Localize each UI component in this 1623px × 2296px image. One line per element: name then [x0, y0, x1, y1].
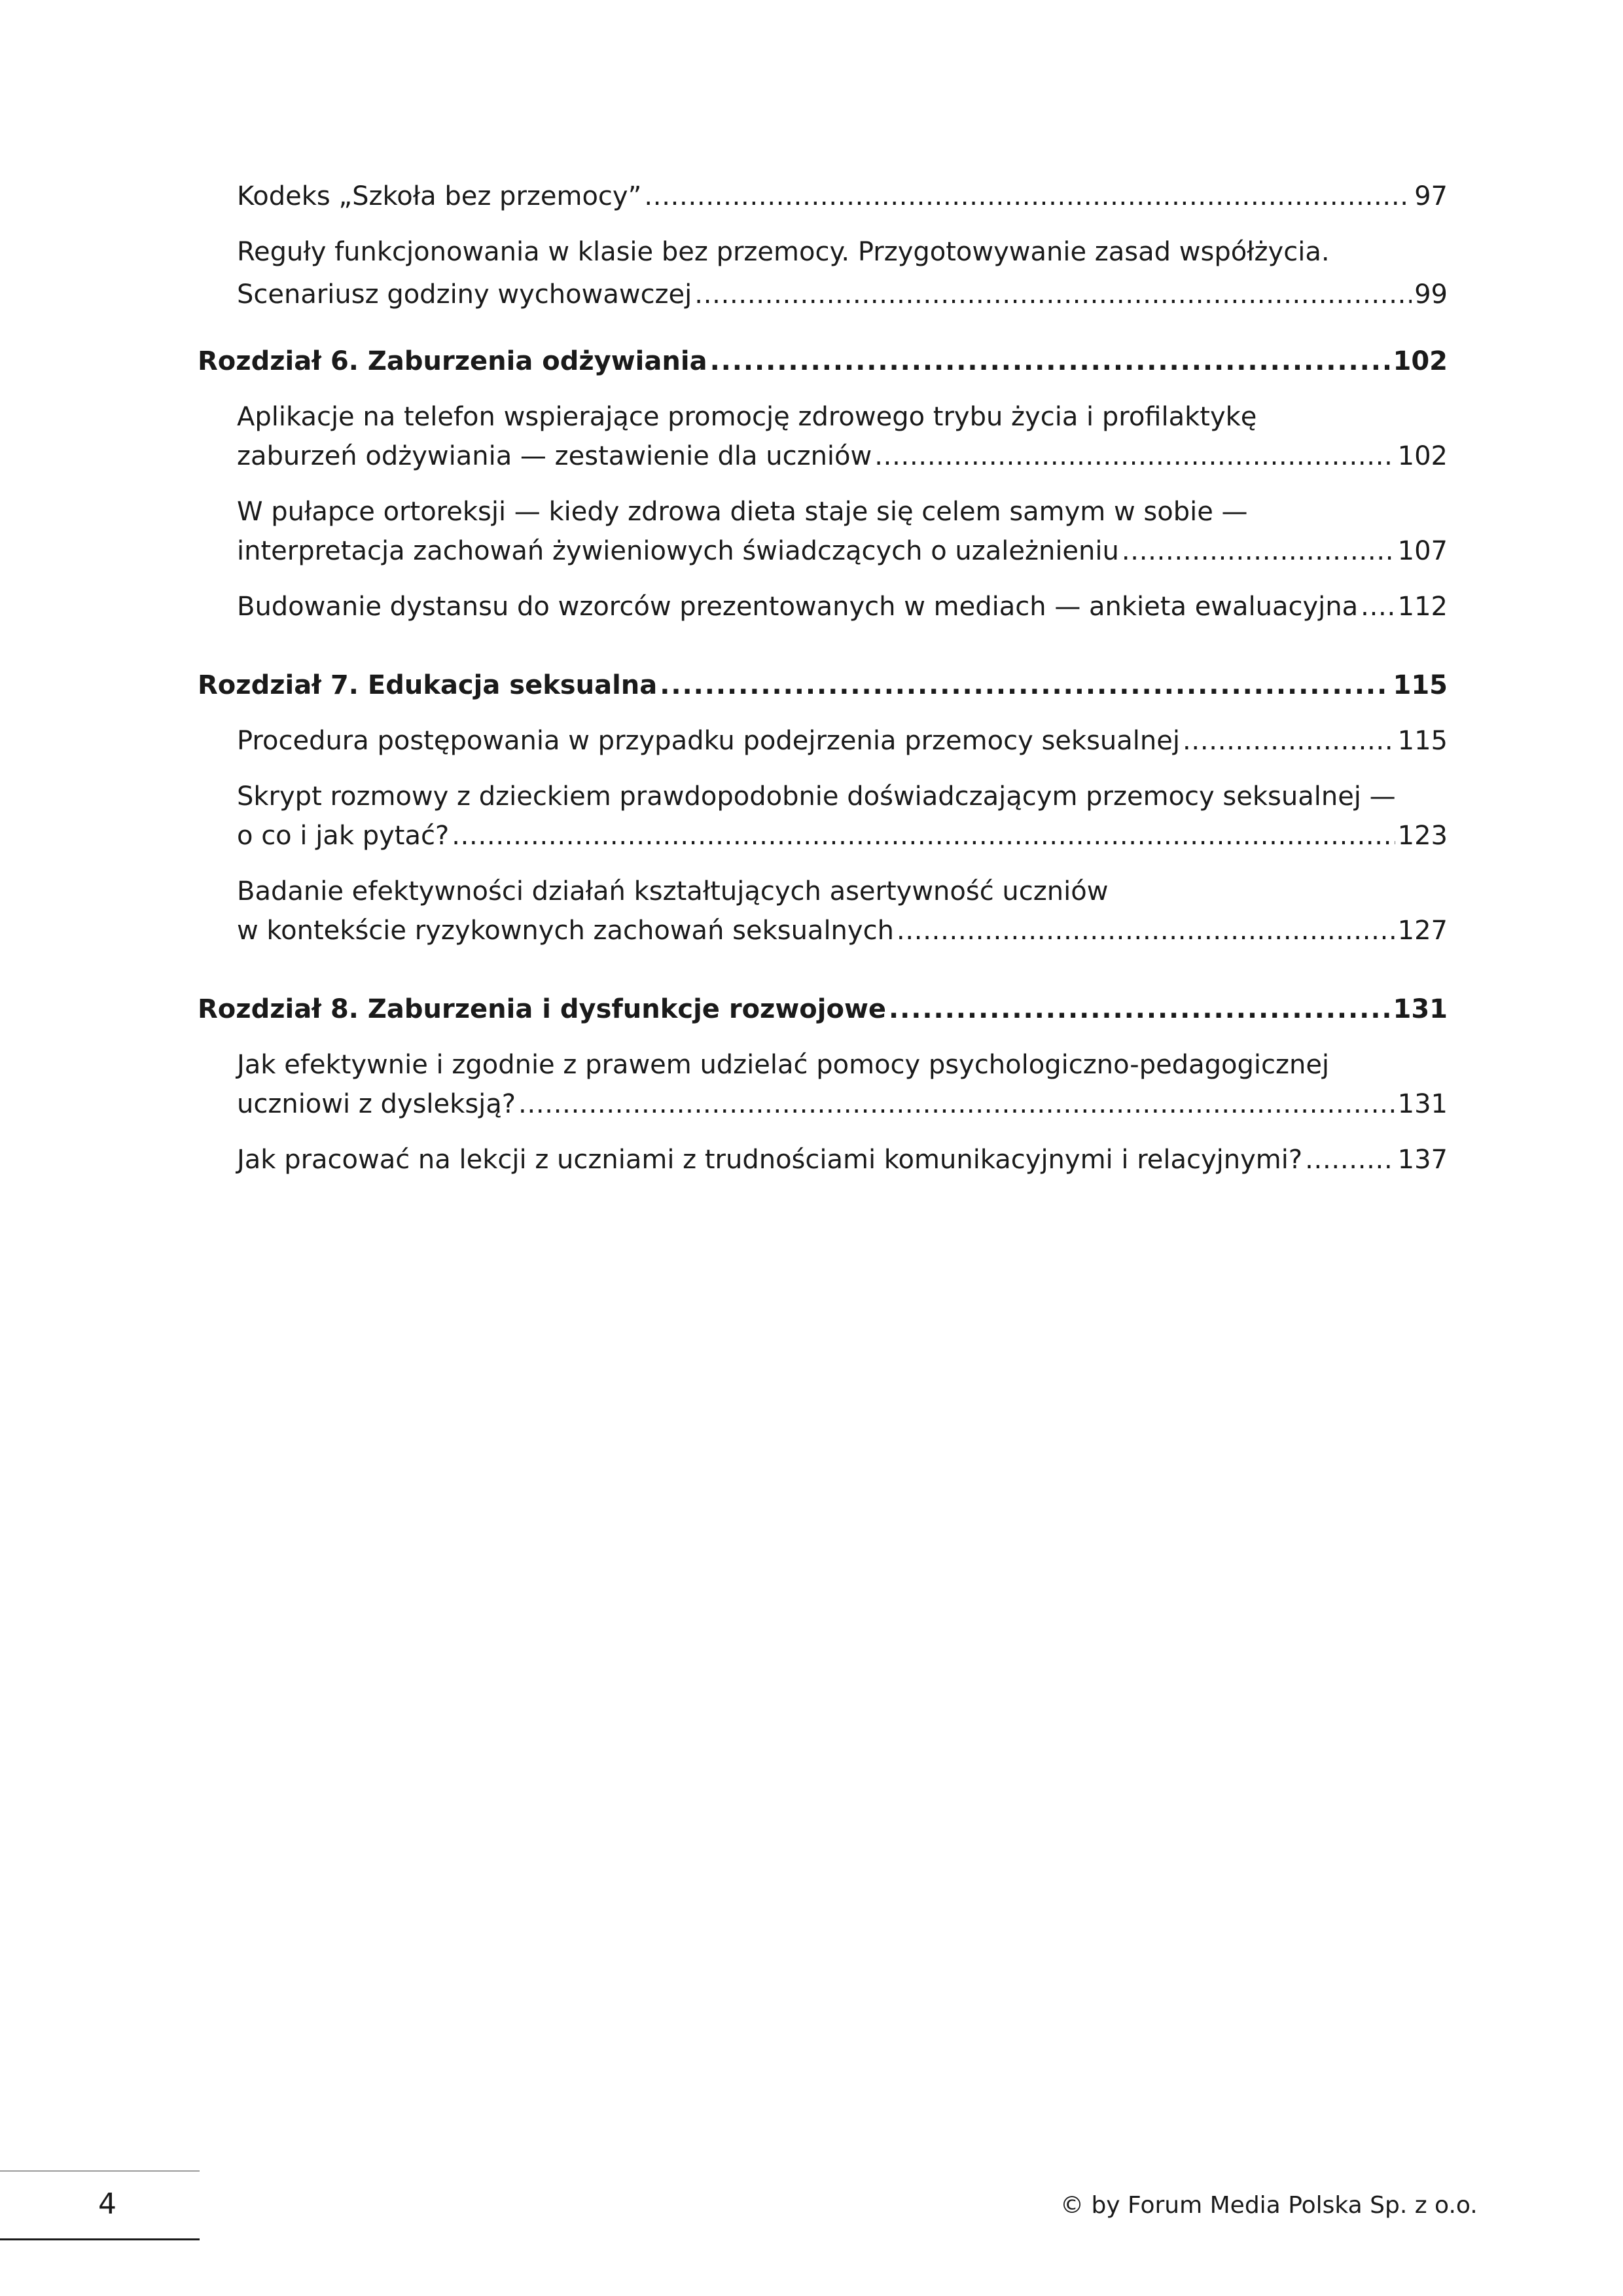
- toc-entry-title: Scenariusz godziny wychowawczej: [237, 279, 692, 310]
- toc-entry-title: Procedura postępowania w przypadku podejrzenia przemocy seksualnej: [237, 726, 1180, 756]
- page-number: 4: [98, 2187, 116, 2221]
- toc-entry: [237, 397, 1448, 437]
- toc-leader-dots: [1183, 721, 1395, 761]
- toc-leader-dots: [1361, 587, 1395, 626]
- toc-entry-title: Jak pracować na lekcji z uczniami z trudnościami komunikacyjnymi i relacyjnymi?: [237, 1145, 1303, 1175]
- toc-chapter-title: Rozdział 8. Zaburzenia i dysfunkcje rozwojowe: [198, 994, 887, 1024]
- toc-entry: [237, 232, 1448, 272]
- toc-entry-page: 137: [1397, 1145, 1448, 1175]
- toc-entry: [237, 777, 1448, 816]
- toc-entry-page: 97: [1414, 181, 1448, 211]
- toc-chapter-page: 131: [1393, 994, 1448, 1024]
- toc-entry: [237, 911, 1448, 950]
- toc-chapter: [198, 990, 1448, 1029]
- toc-entry: [237, 872, 1448, 911]
- footer-divider-top: [0, 2170, 200, 2172]
- toc-entry: [237, 1140, 1448, 1179]
- toc-entry: [237, 721, 1448, 761]
- toc-entry: [237, 587, 1448, 626]
- toc-chapter-page: 115: [1393, 670, 1448, 700]
- toc-chapter: [198, 342, 1448, 381]
- toc-entry-title: Aplikacje na telefon wspierające promocję zdrowego trybu życia i profilaktykę: [237, 402, 1257, 432]
- toc-entry-page: 127: [1397, 916, 1448, 946]
- toc-entry-page: 131: [1397, 1089, 1448, 1119]
- toc-entry: [237, 1085, 1448, 1124]
- toc-leader-dots: [889, 990, 1390, 1029]
- toc-entry-title: w kontekście ryzykownych zachowań seksualnych: [237, 916, 894, 946]
- toc-leader-dots: [710, 342, 1391, 381]
- toc-leader-dots: [897, 911, 1395, 950]
- toc-entry-page: 115: [1397, 726, 1448, 756]
- toc-entry-title: zaburzeń odżywiania — zestawienie dla uczniów: [237, 441, 872, 471]
- toc-leader-dots: [1122, 531, 1395, 571]
- toc-entry: [237, 437, 1448, 476]
- copyright-notice: © by Forum Media Polska Sp. z o.o.: [1060, 2192, 1478, 2219]
- toc-entry-title: Badanie efektywności działań kształtujących asertywność uczniów: [237, 876, 1109, 906]
- toc-entry: [237, 275, 1448, 314]
- toc-entry-title: uczniowi z dysleksją?: [237, 1089, 516, 1119]
- toc-entry-title: Skrypt rozmowy z dzieckiem prawdopodobnie doświadczającym przemocy seksualnej —: [237, 781, 1396, 812]
- toc-entry-title: Budowanie dystansu do wzorców prezentowanych w mediach — ankieta ewaluacyjna: [237, 592, 1359, 622]
- toc-entry-title: o co i jak pytać?: [237, 821, 450, 851]
- toc-chapter-title: Rozdział 6. Zaburzenia odżywiania: [198, 346, 707, 376]
- toc-entry-page: 107: [1397, 536, 1448, 566]
- toc-entry: [237, 1045, 1448, 1085]
- toc-chapter-page: 102: [1393, 346, 1448, 376]
- toc-entry-title: W pułapce ortoreksji — kiedy zdrowa dieta staje się celem samym w sobie —: [237, 497, 1248, 527]
- toc-leader-dots: [452, 816, 1395, 855]
- toc-leader-dots: [660, 666, 1390, 705]
- footer-divider-bottom: [0, 2238, 200, 2240]
- toc-leader-dots: [644, 177, 1412, 216]
- toc-leader-dots: [518, 1085, 1395, 1124]
- toc-leader-dots: [1305, 1140, 1395, 1179]
- toc-entry-title: interpretacja zachowań żywieniowych świadczących o uzależnieniu: [237, 536, 1119, 566]
- toc-leader-dots: [694, 275, 1412, 314]
- toc-entry-page: 123: [1397, 821, 1448, 851]
- toc-entry: [237, 492, 1448, 531]
- toc-entry-page: 99: [1414, 279, 1448, 310]
- toc-entry: [237, 177, 1448, 216]
- toc-leader-dots: [874, 437, 1395, 476]
- toc-chapter-title: Rozdział 7. Edukacja seksualna: [198, 670, 658, 700]
- toc-entry-title: Reguły funkcjonowania w klasie bez przemocy. Przygotowywanie zasad współżycia.: [237, 237, 1330, 267]
- toc-entry-page: 102: [1397, 441, 1448, 471]
- toc-chapter: [198, 666, 1448, 705]
- toc-entry-page: 112: [1397, 592, 1448, 622]
- toc-entry-title: Kodeks „Szkoła bez przemocy”: [237, 181, 642, 211]
- toc-entry: [237, 531, 1448, 571]
- toc-entry: [237, 816, 1448, 855]
- toc-entry-title: Jak efektywnie i zgodnie z prawem udzielać pomocy psychologiczno-pedagogicznej: [237, 1050, 1330, 1080]
